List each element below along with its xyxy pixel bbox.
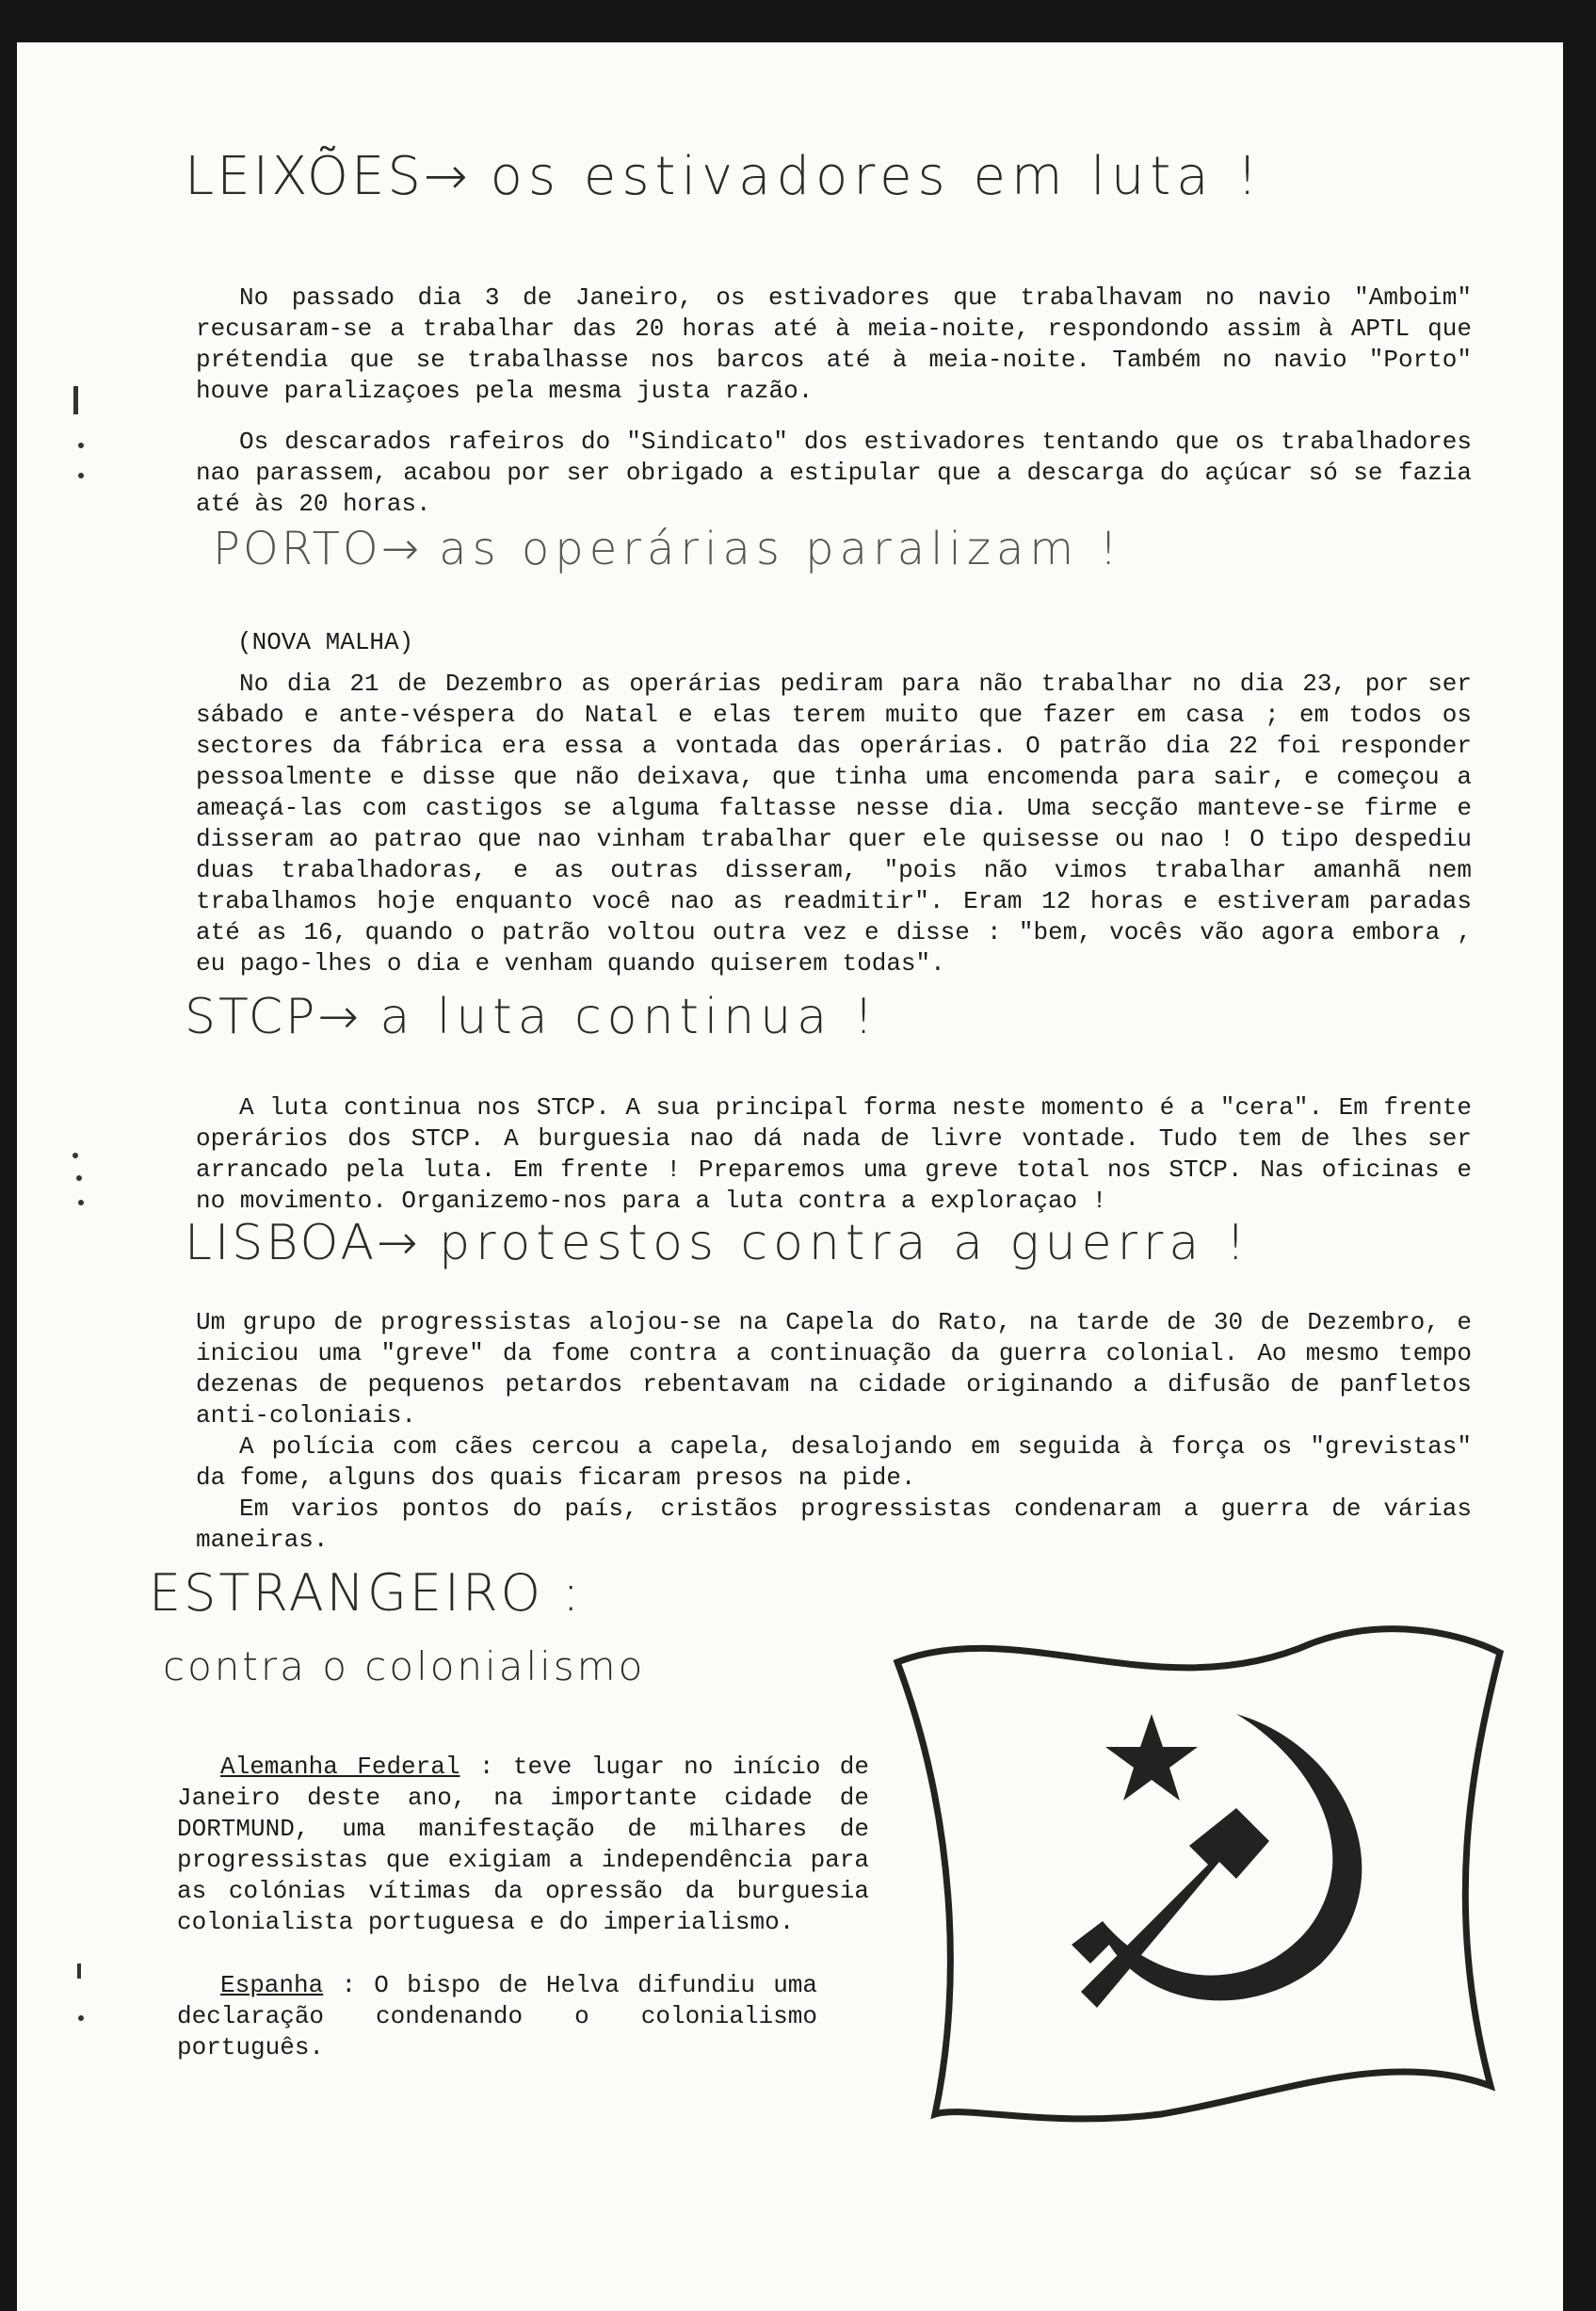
arrow-icon: → [380, 523, 422, 575]
leixoes-heading [185, 146, 1264, 207]
porto-heading [213, 523, 1123, 575]
estrangeiro-subheading: contra o colonialismo [163, 1643, 646, 1689]
paragraph-text: A luta continua nos STCP. A sua principal forma neste momento é a "cera". Em frente operários dos STCP. A burguesia nao dá nada de livre vontade. Tudo tem de lhes ser arrancado pela luta. Em frente ! Preparemos uma greve total nos STCP. Nas oficinas e no movimento. Organizemo-nos para a luta contra a exploraçao ! [196, 1093, 1472, 1215]
lisboa-heading-main: LISBOA [185, 1215, 378, 1271]
stcp-heading-sub: a luta continua ! [379, 989, 879, 1045]
porto-subheading: (NOVA MALHA) [237, 628, 414, 656]
lisboa-heading-sub: protestos contra a guerra ! [439, 1215, 1251, 1271]
paragraph-text: A polícia com cães cercou a capela, desalojando em seguida à força os "grevistas" da fome, alguns dos quais ficaram presos na pide. [196, 1432, 1472, 1492]
porto-heading-sub: as operárias paralizam ! [439, 523, 1123, 575]
arrow-icon: → [317, 989, 362, 1045]
porto-heading-main: PORTO [213, 523, 381, 575]
flag-outline [897, 1629, 1500, 2119]
alemanha-paragraph [177, 1752, 869, 1938]
leixoes-heading-sub: os estivadores em luta ! [490, 146, 1264, 207]
paragraph-text: No dia 21 de Dezembro as operárias pediram para não trabalhar no dia 23, por ser sábado e ante-véspera do Natal e elas terem muito que fazer em casa ; em todos os sectores da fábrica era essa a vontada das operárias. O patrão dia 22 foi responder pessoalmente e disse que não deixava, que tinha uma encomenda para sair, e começou a ameaçá-las com castigos se alguma faltasse nesse dia. Uma secção manteve-se firme e disseram ao patrao que nao vinham trabalhar quer ele quisesse ou nao ! O tipo despediu duas trabalhadoras, e as outras disseram, "pois não vimos trabalhar amanhã nem trabalhamos hoje enquanto você nao as readmitir". Eram 12 horas e estiveram paradas até as 16, quando o patrão voltou outra vez e disse : "bem, vocês vão agora embora , eu pago-lhes o dia e venham quando quiserem todas". [196, 670, 1472, 978]
paragraph-text: No passado dia 3 de Janeiro, os estivadores que trabalhavam no navio "Amboim" recusaram-se a trabalhar das 20 horas até à meia-noite, respondondo assim à APTL que prétendia que se trabalhasse nos barcos até à meia-noite. Também no navio "Porto" houve paralizaçoes pela mesma justa razão. [196, 283, 1472, 405]
espanha-paragraph [177, 1970, 817, 2063]
alemanha-text: : teve lugar no início de Janeiro deste ano, na importante cidade de DORTMUND, uma manifestação de milhares de progressistas que exigiam a independência para as colónias vítimas da opressão da burguesia colonialista portuguesa e do imperialismo. [177, 1753, 869, 1936]
stcp-heading [185, 989, 879, 1045]
estrangeiro-heading: ESTRANGEIRO : [149, 1563, 583, 1623]
alemanha-label: Alemanha Federal [220, 1753, 460, 1781]
porto-paragraph [196, 669, 1472, 979]
arrow-icon: → [423, 146, 471, 207]
scan-marks [55, 381, 92, 2077]
espanha-text: : O bispo de Helva difundiu uma declaração condenando o colonialismo português. [177, 1971, 817, 2061]
lisboa-heading [185, 1215, 1251, 1271]
espanha-label: Espanha [220, 1971, 324, 1999]
stcp-heading-main: STCP [185, 989, 318, 1045]
paragraph-text [177, 1970, 817, 2063]
arrow-icon: → [377, 1215, 421, 1271]
paragraph-text [177, 1752, 869, 1938]
leixoes-heading-main: LEIXÕES [185, 146, 424, 207]
paragraph-text: Os descarados rafeiros do "Sindicato" dos estivadores tentando que os trabalhadores nao parassem, acabou por ser obrigado a estipular que a descarga do açúcar só se fazia até às 20 horas. [196, 428, 1472, 518]
paragraph-text: Um grupo de progressistas alojou-se na Capela do Rato, na tarde de 30 de Dezembro, e iniciou uma "greve" da fome contra a continuação da guerra colonial. Ao mesmo tempo dezenas de pequenos petardos rebentavam na cidade originando a difusão de panfletos anti-coloniais. [196, 1308, 1472, 1430]
leixoes-paragraph-2 [196, 427, 1472, 520]
document-page [17, 42, 1563, 2311]
leixoes-paragraph-1 [196, 283, 1472, 407]
stcp-paragraph [196, 1092, 1472, 1217]
lisboa-paragraphs [196, 1307, 1472, 1556]
paragraph-text: Em varios pontos do país, cristãos progressistas condenaram a guerra de várias maneiras. [196, 1495, 1472, 1554]
hammer-sickle-flag-icon [879, 1606, 1519, 2133]
